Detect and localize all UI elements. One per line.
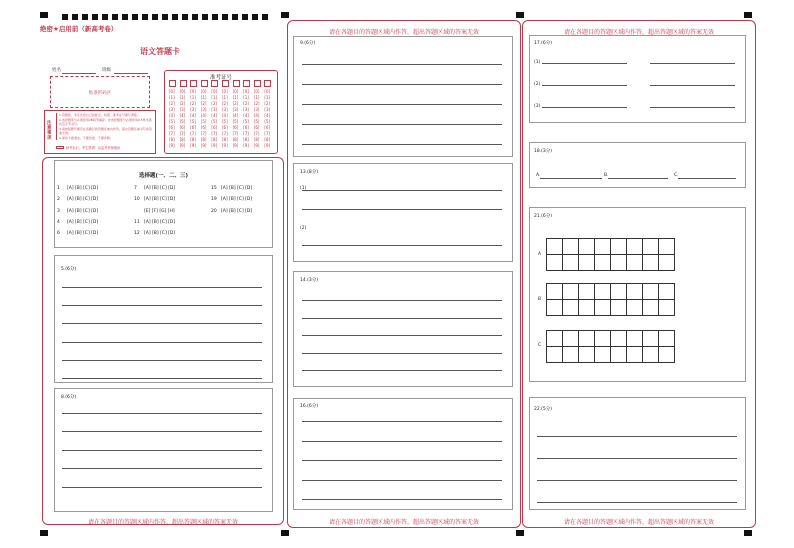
id-digit-bubble[interactable]: [0]: [169, 89, 175, 94]
q22-box: [529, 397, 746, 510]
id-digit-bubble[interactable]: [3]: [243, 107, 249, 112]
q17-sub1: (1): [534, 60, 541, 65]
answer-line[interactable]: [62, 305, 262, 306]
id-digit-bubble[interactable]: [3]: [232, 107, 239, 112]
q22-label: 22.(5分): [534, 407, 553, 412]
barcode-area: [50, 76, 150, 108]
q8-label: 8.(6分): [61, 395, 77, 400]
composition-cell[interactable]: [658, 299, 675, 316]
warning-text: 请在各题目的答题区域内作答，超出答题区域的答案无效: [328, 519, 479, 526]
id-digit-bubble[interactable]: [0]: [243, 89, 249, 94]
mc-question-number: 12: [134, 231, 140, 237]
id-digit-bubble[interactable]: [0]: [253, 89, 260, 94]
q21-label: 21.(6分): [534, 214, 553, 219]
answer-line[interactable]: [302, 245, 502, 246]
id-digit-column[interactable]: [243, 80, 253, 149]
q21-c: C: [538, 343, 542, 348]
answer-line[interactable]: [62, 450, 262, 451]
id-digit-bubble[interactable]: [6]: [200, 125, 207, 130]
id-digit-bubble[interactable]: [0]: [264, 89, 271, 94]
id-digit-bubble[interactable]: [0]: [222, 89, 228, 94]
mc-question-number: 1: [57, 186, 60, 191]
note-item: 2.选择题部分必须使用2B铅笔填涂；非选择题部分必须使用0.5毫米黑色签字笔书写。: [59, 117, 152, 126]
composition-cell[interactable]: [610, 283, 627, 300]
id-digit-bubble[interactable]: [9]: [232, 143, 239, 148]
id-digit-bubble[interactable]: [0]: [200, 89, 207, 94]
answer-line[interactable]: [302, 480, 502, 481]
answer-line[interactable]: [62, 431, 262, 432]
note-item: 4.保持卡面清洁，不要折叠、不要弄破。: [59, 135, 113, 140]
composition-cell[interactable]: [642, 346, 659, 363]
q13-box: [293, 163, 513, 262]
q21-a: A: [538, 252, 542, 257]
id-digit-bubble[interactable]: [5]: [211, 119, 218, 124]
id-digit-bubble[interactable]: [6]: [264, 125, 271, 130]
corner-mark: [744, 12, 752, 18]
id-digit-box[interactable]: [180, 80, 187, 87]
id-digit-bubble[interactable]: [8]: [232, 137, 239, 142]
name-label: 姓名: [52, 68, 61, 73]
answer-line[interactable]: [650, 63, 735, 64]
mc-options[interactable]: [E] [F] [G] [H]: [144, 208, 175, 214]
mc-question-number: 3: [57, 208, 60, 214]
answer-line[interactable]: [62, 413, 262, 414]
id-digit-bubble[interactable]: [2]: [232, 101, 239, 106]
id-digit-bubble[interactable]: [3]: [190, 107, 196, 112]
answer-line[interactable]: [542, 63, 627, 64]
id-digit-bubble[interactable]: [0]: [179, 89, 186, 94]
choice-title: 选择题(一、二、三): [138, 173, 189, 179]
exam-label: 绝密★启用前（新高考卷）: [40, 25, 118, 33]
id-digit-bubble[interactable]: [9]: [253, 143, 260, 148]
id-digit-bubble[interactable]: [5]: [243, 119, 249, 124]
id-digit-column[interactable]: [180, 80, 190, 149]
barcode-label: 贴条形码区: [88, 91, 112, 96]
id-digit-bubble[interactable]: [9]: [169, 143, 175, 148]
mc-options[interactable]: [A] [B] [C] [D]: [67, 186, 99, 191]
id-digit-bubble[interactable]: [1]: [179, 95, 186, 100]
mc-options[interactable]: [A] [B] [C] [D]: [144, 231, 176, 237]
id-digit-bubble[interactable]: [9]: [200, 143, 207, 148]
id-digit-column[interactable]: [211, 80, 221, 149]
id-digit-bubble[interactable]: [1]: [211, 95, 218, 100]
id-digit-bubble[interactable]: [1]: [243, 95, 249, 100]
composition-cell[interactable]: [562, 299, 579, 316]
q9-label: 9.(6分): [300, 41, 316, 46]
answer-line[interactable]: [62, 323, 262, 324]
mc-question-number: 11: [134, 219, 140, 225]
corner-mark: [281, 12, 289, 18]
composition-cell[interactable]: [610, 238, 627, 255]
composition-cell[interactable]: [578, 283, 595, 300]
id-digit-bubble[interactable]: [9]: [243, 143, 249, 148]
id-digit-bubble[interactable]: [8]: [222, 137, 228, 142]
id-digit-bubble[interactable]: [6]: [211, 125, 218, 130]
composition-cell[interactable]: [594, 346, 611, 363]
id-digit-bubble[interactable]: [3]: [169, 107, 175, 112]
id-digit-bubble[interactable]: [7]: [232, 131, 239, 136]
composition-cell[interactable]: [594, 254, 611, 271]
id-digit-bubble[interactable]: [2]: [190, 101, 196, 106]
q18-box: [529, 142, 746, 188]
id-digit-bubble[interactable]: [6]: [253, 125, 260, 130]
answer-line[interactable]: [302, 300, 502, 301]
composition-cell[interactable]: [642, 238, 659, 255]
answer-line[interactable]: [302, 460, 502, 461]
absent-checkbox[interactable]: [56, 146, 64, 149]
id-digit-bubble[interactable]: [4]: [264, 113, 271, 118]
mc-question-number: 6: [57, 231, 60, 237]
q17-sub3: (3): [534, 104, 541, 109]
id-digit-bubble[interactable]: [2]: [222, 101, 228, 106]
mc-options[interactable]: [A] [B] [C] [D]: [221, 186, 253, 191]
id-digit-bubble[interactable]: [8]: [264, 137, 271, 142]
id-digit-column[interactable]: [222, 80, 232, 149]
answer-line[interactable]: [302, 441, 502, 442]
id-digit-bubble[interactable]: [2]: [200, 101, 207, 106]
mc-question-number: 19: [211, 197, 217, 203]
answer-line[interactable]: [608, 178, 668, 179]
composition-cell[interactable]: [562, 330, 579, 347]
id-digit-bubble[interactable]: [4]: [253, 113, 260, 118]
id-digit-bubble[interactable]: [7]: [222, 131, 228, 136]
id-digit-bubble[interactable]: [5]: [169, 119, 175, 124]
id-digit-bubble[interactable]: [4]: [200, 113, 207, 118]
id-digit-bubble[interactable]: [7]: [179, 131, 186, 136]
id-digit-bubble[interactable]: [7]: [264, 131, 271, 136]
mc-options[interactable]: [A] [B] [C] [D]: [67, 197, 99, 203]
mc-question-number: 15: [211, 186, 217, 191]
id-digit-bubble[interactable]: [3]: [222, 107, 228, 112]
composition-cell[interactable]: [610, 330, 627, 347]
id-digit-bubble[interactable]: [8]: [190, 137, 196, 142]
warning-text: 请在各题目的答题区域内作答，超出答题区域的答案无效: [563, 519, 714, 526]
mc-options[interactable]: [A] [B] [C] [D]: [221, 197, 253, 203]
corner-mark: [516, 530, 524, 536]
answer-line[interactable]: [302, 104, 502, 105]
composition-cell[interactable]: [658, 283, 675, 300]
q16-label: 16.(6分): [300, 404, 319, 409]
answer-line[interactable]: [62, 287, 262, 288]
answer-line[interactable]: [302, 144, 502, 145]
answer-line[interactable]: [537, 436, 737, 437]
id-digit-bubble[interactable]: [4]: [232, 113, 239, 118]
answer-line[interactable]: [62, 468, 262, 469]
id-digit-bubble[interactable]: [5]: [179, 119, 186, 124]
composition-cell[interactable]: [562, 238, 579, 255]
composition-cell[interactable]: [594, 283, 611, 300]
id-digit-bubble[interactable]: [8]: [253, 137, 260, 142]
absent-label: 缺考标记，考生禁填！由监考老师填涂: [66, 146, 121, 150]
id-digit-bubble[interactable]: [5]: [253, 119, 260, 124]
mc-options[interactable]: [A] [B] [C] [D]: [144, 197, 176, 203]
composition-cell[interactable]: [594, 330, 611, 347]
id-digit-bubble[interactable]: [1]: [222, 95, 228, 100]
composition-cell[interactable]: [562, 283, 579, 300]
id-digit-bubble[interactable]: [0]: [190, 89, 196, 94]
q16-box: [293, 398, 513, 510]
answer-line[interactable]: [542, 85, 627, 86]
id-digit-bubble[interactable]: [8]: [169, 137, 175, 142]
class-label: 班级: [102, 68, 111, 73]
composition-cell[interactable]: [610, 254, 627, 271]
answer-line[interactable]: [62, 342, 262, 343]
id-digit-bubble[interactable]: [7]: [211, 131, 218, 136]
id-digit-bubble[interactable]: [0]: [232, 89, 239, 94]
q17-box: [529, 35, 746, 123]
composition-cell[interactable]: [658, 238, 675, 255]
id-digit-bubble[interactable]: [3]: [253, 107, 260, 112]
id-digit-box[interactable]: [201, 80, 208, 87]
composition-cell[interactable]: [578, 254, 595, 271]
mc-options[interactable]: [A] [B] [C] [D]: [67, 208, 99, 214]
id-digit-column[interactable]: [264, 80, 274, 149]
composition-cell[interactable]: [562, 254, 579, 271]
id-digit-bubble[interactable]: [7]: [200, 131, 207, 136]
id-digit-box[interactable]: [243, 80, 250, 87]
id-digit-bubble[interactable]: [6]: [222, 125, 228, 130]
id-digit-column[interactable]: [169, 80, 179, 149]
id-digit-box[interactable]: [254, 80, 261, 87]
answer-line[interactable]: [537, 480, 737, 481]
composition-cell[interactable]: [642, 330, 659, 347]
composition-cell[interactable]: [626, 283, 643, 300]
mc-options[interactable]: [A] [B] [C] [D]: [221, 208, 253, 214]
composition-cell[interactable]: [546, 283, 563, 300]
composition-cell[interactable]: [578, 346, 595, 363]
answer-line[interactable]: [540, 178, 602, 179]
mc-options[interactable]: [A] [B] [C] [D]: [144, 219, 176, 225]
class-field[interactable]: [114, 73, 148, 74]
answer-line[interactable]: [302, 353, 502, 354]
mc-question-number: 2: [57, 197, 60, 203]
composition-cell[interactable]: [546, 299, 563, 316]
mc-options[interactable]: [A] [B] [C] [D]: [144, 186, 176, 191]
id-digit-bubble[interactable]: [3]: [179, 107, 186, 112]
answer-line[interactable]: [302, 318, 502, 319]
q18-label: 18.(3分): [534, 149, 553, 154]
composition-cell[interactable]: [610, 299, 627, 316]
id-digit-bubble[interactable]: [5]: [200, 119, 207, 124]
q5-label: 5.(6分): [61, 267, 77, 272]
composition-cell[interactable]: [562, 346, 579, 363]
q9-box: [293, 36, 513, 157]
q17-label: 17.(6分): [534, 41, 553, 46]
answer-line[interactable]: [62, 378, 262, 379]
mc-options[interactable]: [A] [B] [C] [D]: [67, 219, 99, 225]
corner-mark: [744, 530, 752, 536]
id-digit-bubble[interactable]: [1]: [253, 95, 260, 100]
corner-mark: [40, 12, 48, 18]
page-title: 语文答题卡: [140, 47, 180, 56]
corner-mark: [516, 12, 524, 18]
id-digit-bubble[interactable]: [1]: [169, 95, 175, 100]
id-digit-bubble[interactable]: [3]: [200, 107, 207, 112]
composition-cell[interactable]: [626, 299, 643, 316]
answer-line[interactable]: [302, 209, 502, 210]
answer-line[interactable]: [302, 335, 502, 336]
exam-number-box: [164, 70, 278, 154]
id-digit-bubble[interactable]: [2]: [264, 101, 271, 106]
id-digit-bubble[interactable]: [2]: [179, 101, 186, 106]
composition-cell[interactable]: [546, 254, 563, 271]
composition-cell[interactable]: [594, 238, 611, 255]
exam-number-grid[interactable]: [169, 80, 275, 152]
id-digit-bubble[interactable]: [7]: [243, 131, 249, 136]
notes-side-label: 注意事项: [47, 121, 52, 141]
warning-text: 请在各题目的答题区域内作答，超出答题区域的答案无效: [87, 519, 238, 526]
id-digit-bubble[interactable]: [8]: [200, 137, 207, 142]
id-digit-bubble[interactable]: [6]: [243, 125, 249, 130]
note-item: 1.答题前，考生先将自己的姓名、班级、准考证号填写清楚。: [59, 113, 140, 117]
id-digit-box[interactable]: [222, 80, 229, 87]
answer-line[interactable]: [537, 458, 737, 459]
composition-cell[interactable]: [578, 330, 595, 347]
name-field[interactable]: [62, 73, 96, 74]
timing-track: [62, 14, 272, 20]
id-digit-bubble[interactable]: [1]: [232, 95, 239, 100]
composition-cell[interactable]: [658, 254, 675, 271]
q18-a: A.: [536, 173, 541, 178]
mc-question-number: 7: [134, 186, 137, 191]
answer-line[interactable]: [678, 178, 736, 179]
id-digit-bubble[interactable]: [5]: [190, 119, 196, 124]
composition-cell[interactable]: [610, 346, 627, 363]
id-digit-bubble[interactable]: [8]: [211, 137, 218, 142]
id-digit-box[interactable]: [169, 80, 176, 87]
answer-line[interactable]: [302, 370, 502, 371]
q13-sub1: (1): [300, 186, 307, 191]
composition-cell[interactable]: [626, 330, 643, 347]
q13-sub2: (2): [300, 226, 307, 231]
id-digit-box[interactable]: [211, 80, 218, 87]
answer-line[interactable]: [650, 85, 735, 86]
answer-line[interactable]: [302, 190, 502, 191]
corner-mark: [281, 530, 289, 536]
q18-b: B.: [604, 173, 609, 178]
composition-cell[interactable]: [546, 330, 563, 347]
id-digit-bubble[interactable]: [9]: [222, 143, 228, 148]
q14-label: 14.(3分): [300, 278, 319, 283]
id-digit-column[interactable]: [254, 80, 264, 149]
answer-line[interactable]: [302, 421, 502, 422]
id-digit-bubble[interactable]: [7]: [169, 131, 175, 136]
id-digit-box[interactable]: [264, 80, 271, 87]
answer-line[interactable]: [542, 107, 627, 108]
id-digit-bubble[interactable]: [6]: [179, 125, 186, 130]
q18-c: C.: [674, 173, 679, 178]
answer-line[interactable]: [62, 487, 262, 488]
id-digit-bubble[interactable]: [2]: [211, 101, 218, 106]
id-digit-bubble[interactable]: [7]: [190, 131, 196, 136]
mc-question-number: 10: [134, 197, 140, 203]
id-digit-bubble[interactable]: [8]: [243, 137, 249, 142]
exam-number-title: 准考证号: [209, 75, 232, 81]
note-item: 3.请按照题号顺序在各题目的答题区域内作答，超出答题区域书写的答案无效。: [59, 126, 152, 135]
id-digit-bubble[interactable]: [3]: [211, 107, 218, 112]
composition-cell[interactable]: [546, 238, 563, 255]
id-digit-bubble[interactable]: [4]: [179, 113, 186, 118]
id-digit-bubble[interactable]: [7]: [253, 131, 260, 136]
id-digit-box[interactable]: [233, 80, 240, 87]
id-digit-bubble[interactable]: [4]: [169, 113, 175, 118]
id-digit-bubble[interactable]: [1]: [200, 95, 207, 100]
id-digit-box[interactable]: [190, 80, 197, 87]
id-digit-bubble[interactable]: [5]: [222, 119, 228, 124]
composition-cell[interactable]: [578, 238, 595, 255]
id-digit-column[interactable]: [190, 80, 200, 149]
warning-text: 请在各题目的答题区域内作答，超出答题区域的答案无效: [328, 29, 479, 36]
q21-b: B: [538, 297, 542, 302]
answer-line[interactable]: [302, 124, 502, 125]
id-digit-bubble[interactable]: [4]: [243, 113, 249, 118]
mc-question-number: 20: [211, 208, 217, 214]
composition-cell[interactable]: [626, 238, 643, 255]
composition-cell[interactable]: [626, 254, 643, 271]
corner-mark: [40, 530, 48, 536]
answer-line[interactable]: [650, 107, 735, 108]
answer-line[interactable]: [62, 360, 262, 361]
composition-cell[interactable]: [594, 299, 611, 316]
id-digit-bubble[interactable]: [2]: [243, 101, 249, 106]
answer-line[interactable]: [302, 84, 502, 85]
id-digit-bubble[interactable]: [6]: [169, 125, 175, 130]
id-digit-bubble[interactable]: [4]: [190, 113, 196, 118]
id-digit-bubble[interactable]: [6]: [190, 125, 196, 130]
id-digit-bubble[interactable]: [5]: [232, 119, 239, 124]
id-digit-bubble[interactable]: [1]: [190, 95, 196, 100]
id-digit-bubble[interactable]: [3]: [264, 107, 271, 112]
composition-cell[interactable]: [578, 299, 595, 316]
answer-line[interactable]: [302, 499, 502, 500]
id-digit-column[interactable]: [233, 80, 243, 149]
id-digit-bubble[interactable]: [2]: [169, 101, 175, 106]
composition-cell[interactable]: [658, 330, 675, 347]
id-digit-bubble[interactable]: [5]: [264, 119, 271, 124]
answer-line[interactable]: [537, 502, 737, 503]
id-digit-bubble[interactable]: [0]: [211, 89, 218, 94]
composition-cell[interactable]: [658, 346, 675, 363]
id-digit-column[interactable]: [201, 80, 211, 149]
mc-question-number: 4: [57, 219, 60, 225]
id-digit-bubble[interactable]: [1]: [264, 95, 271, 100]
composition-cell[interactable]: [642, 254, 659, 271]
id-digit-bubble[interactable]: [9]: [179, 143, 186, 148]
q5-box: [54, 255, 273, 383]
id-digit-bubble[interactable]: [9]: [264, 143, 271, 148]
id-digit-bubble[interactable]: [9]: [211, 143, 218, 148]
q13-label: 13.(8分): [300, 170, 319, 175]
composition-cell[interactable]: [626, 346, 643, 363]
warning-text: 请在各题目的答题区域内作答，超出答题区域的答案无效: [563, 29, 714, 36]
id-digit-bubble[interactable]: [9]: [190, 143, 196, 148]
id-digit-bubble[interactable]: [2]: [253, 101, 260, 106]
q17-sub2: (2): [534, 82, 541, 87]
id-digit-bubble[interactable]: [8]: [179, 137, 186, 142]
answer-line[interactable]: [302, 64, 502, 65]
composition-cell[interactable]: [642, 299, 659, 316]
id-digit-bubble[interactable]: [6]: [232, 125, 239, 130]
mc-options[interactable]: [A] [B] [C] [D]: [67, 231, 99, 237]
id-digit-bubble[interactable]: [4]: [211, 113, 218, 118]
composition-cell[interactable]: [546, 346, 563, 363]
id-digit-bubble[interactable]: [4]: [222, 113, 228, 118]
composition-cell[interactable]: [642, 283, 659, 300]
